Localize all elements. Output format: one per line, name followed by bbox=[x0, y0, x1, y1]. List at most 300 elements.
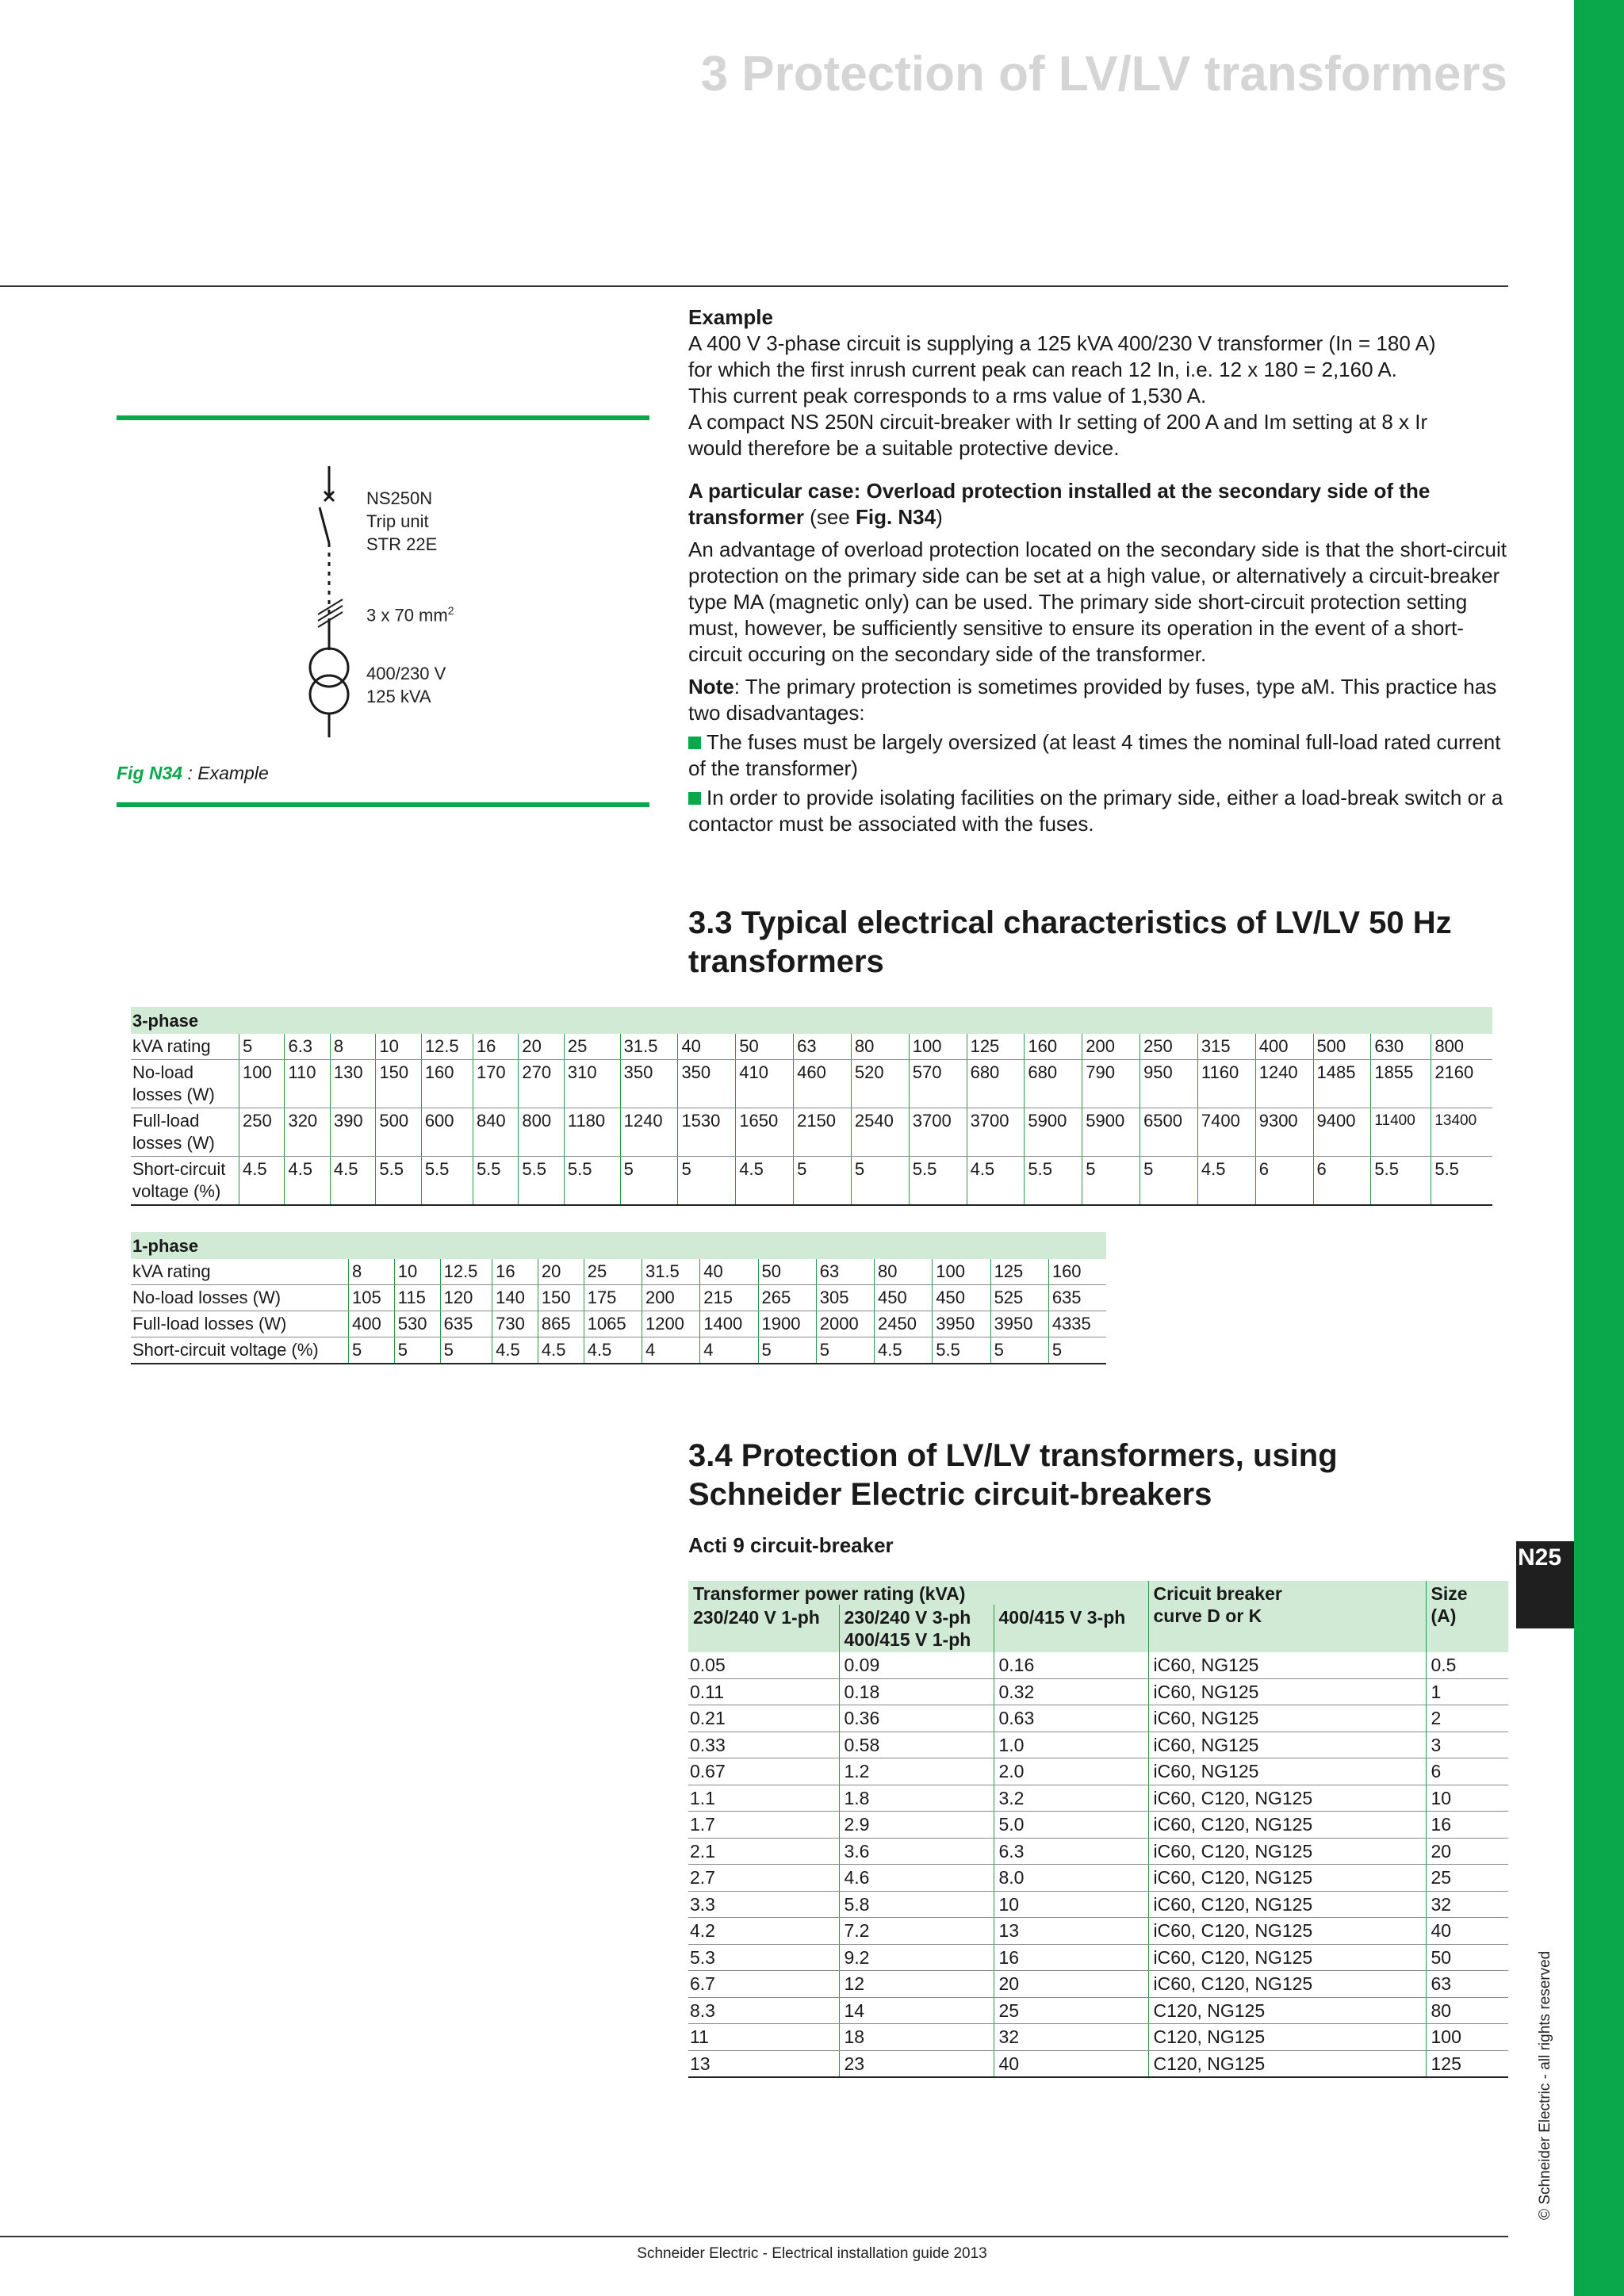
table-cell: 5 bbox=[1140, 1157, 1198, 1206]
table-cell: 16 bbox=[1426, 1812, 1508, 1839]
bullet-square-icon bbox=[688, 737, 701, 749]
table-cell: 32 bbox=[994, 2024, 1148, 2051]
figure-bottom-rule bbox=[117, 802, 649, 807]
table-cell: 7400 bbox=[1197, 1108, 1255, 1157]
example-line: This current peak corresponds to a rms value of 1,530 A. bbox=[688, 384, 1207, 408]
table-cell: 2000 bbox=[816, 1311, 874, 1337]
transformer-label-line: 125 kVA bbox=[366, 687, 431, 706]
table-cell: iC60, C120, NG125 bbox=[1148, 1891, 1426, 1918]
table-cell: 3950 bbox=[990, 1311, 1048, 1337]
header-line: curve D or K bbox=[1153, 1605, 1262, 1626]
footer-rule bbox=[0, 2236, 1508, 2237]
header-line: 230/240 V 3-ph bbox=[844, 1607, 971, 1628]
breaker-label-line: STR 22E bbox=[366, 534, 438, 554]
table-cell: C120, NG125 bbox=[1148, 1997, 1426, 2024]
footer-text: Schneider Electric - Electrical installation guide 2013 bbox=[637, 2245, 987, 2262]
table-row bbox=[688, 1785, 1508, 1812]
table-cell: 400 bbox=[1255, 1034, 1313, 1060]
table-cell: 11400 bbox=[1371, 1108, 1431, 1157]
table-cell: 3.3 bbox=[688, 1891, 839, 1918]
table-cell: 175 bbox=[584, 1285, 642, 1311]
table-cell: 0.32 bbox=[994, 1678, 1148, 1705]
table-group-header: 1-phase bbox=[131, 1232, 1106, 1259]
table-cell: 2 bbox=[1426, 1705, 1508, 1732]
table-cell: 6.3 bbox=[994, 1838, 1148, 1865]
table-cell: 310 bbox=[564, 1060, 620, 1108]
table-cell: 5.3 bbox=[688, 1944, 839, 1971]
example-line: A compact NS 250N circuit-breaker with Ir setting of 200 A and Im setting at 8 x Ir bbox=[688, 410, 1428, 434]
table-row bbox=[688, 1732, 1508, 1758]
table-cell: C120, NG125 bbox=[1148, 2024, 1426, 2051]
table-cell: 110 bbox=[285, 1060, 330, 1108]
section-title-line: transformers bbox=[688, 944, 884, 979]
table-cell: 4.5 bbox=[1197, 1157, 1255, 1206]
row-label: Full-load losses (W) bbox=[131, 1108, 239, 1157]
note-paragraph bbox=[688, 674, 1508, 726]
table-cell: 1485 bbox=[1313, 1060, 1371, 1108]
table-row bbox=[131, 1311, 1106, 1337]
table-cell: 125 bbox=[1426, 2050, 1508, 2077]
table-cell: 63 bbox=[794, 1034, 852, 1060]
table-cell: 500 bbox=[1313, 1034, 1371, 1060]
table-cell: 800 bbox=[519, 1108, 564, 1157]
table-cell: iC60, NG125 bbox=[1148, 1758, 1426, 1785]
row-label: Full-load losses (W) bbox=[131, 1311, 349, 1337]
table-cell: 5 bbox=[239, 1034, 285, 1060]
circuit-breaker-table bbox=[688, 1581, 1508, 2078]
three-phase-table bbox=[131, 1007, 1492, 1206]
table-cell: 160 bbox=[421, 1060, 473, 1108]
table-cell: 12 bbox=[839, 1971, 994, 1998]
table-cell: 12.5 bbox=[440, 1259, 492, 1285]
table-cell: 800 bbox=[1431, 1034, 1492, 1060]
table-cell: 150 bbox=[538, 1285, 584, 1311]
table-cell: 3.6 bbox=[839, 1838, 994, 1865]
table-cell: 10 bbox=[394, 1259, 440, 1285]
bullet-item bbox=[688, 729, 1508, 782]
table-cell: 10 bbox=[376, 1034, 421, 1060]
table-cell: 16 bbox=[492, 1259, 538, 1285]
example-line: would therefore be a suitable protective device. bbox=[688, 436, 1120, 460]
table-cell: C120, NG125 bbox=[1148, 2050, 1426, 2077]
table-cell: 13 bbox=[688, 2050, 839, 2077]
table-cell: 25 bbox=[1426, 1865, 1508, 1892]
table-cell: 8 bbox=[330, 1034, 375, 1060]
col-3ph-230-header bbox=[839, 1605, 994, 1652]
breaker-column-header bbox=[1148, 1581, 1426, 1652]
table-cell: 5.5 bbox=[933, 1337, 990, 1364]
col-1ph-230-header: 230/240 V 1-ph bbox=[688, 1605, 839, 1652]
row-label: kVA rating bbox=[131, 1034, 239, 1060]
table-cell: 8.3 bbox=[688, 1997, 839, 2024]
table-cell: 4.6 bbox=[839, 1865, 994, 1892]
table-cell: 5 bbox=[816, 1337, 874, 1364]
table-cell: 315 bbox=[1197, 1034, 1255, 1060]
table-cell: 5.5 bbox=[519, 1157, 564, 1206]
table-cell: 200 bbox=[1082, 1034, 1140, 1060]
table-cell: iC60, NG125 bbox=[1148, 1678, 1426, 1705]
particular-case-heading bbox=[688, 478, 1508, 530]
table-row bbox=[688, 1705, 1508, 1732]
table-cell: 5900 bbox=[1082, 1108, 1140, 1157]
header-line: Cricuit breaker bbox=[1153, 1583, 1282, 1604]
table-row bbox=[131, 1034, 1492, 1060]
table-header-row bbox=[688, 1581, 1508, 1605]
table-cell: 3.2 bbox=[994, 1785, 1148, 1812]
table-row bbox=[688, 1997, 1508, 2024]
figure-top-rule bbox=[117, 415, 649, 420]
table-cell: 790 bbox=[1082, 1060, 1140, 1108]
table-cell: 3950 bbox=[933, 1311, 990, 1337]
table-cell: 0.11 bbox=[688, 1678, 839, 1705]
table-cell: 13 bbox=[994, 1918, 1148, 1945]
table-cell: 31.5 bbox=[620, 1034, 678, 1060]
table-cell: 4335 bbox=[1048, 1311, 1106, 1337]
table-cell: 63 bbox=[1426, 1971, 1508, 1998]
table-cell: 8.0 bbox=[994, 1865, 1148, 1892]
table-cell: iC60, C120, NG125 bbox=[1148, 1971, 1426, 1998]
table-cell: 390 bbox=[330, 1108, 375, 1157]
table-cell: 1855 bbox=[1371, 1060, 1431, 1108]
table-cell: 200 bbox=[642, 1285, 699, 1311]
bullet-text: In order to provide isolating facilities on the primary side, either a load-break switch or a contactor must be associated with the fuses. bbox=[688, 786, 1503, 836]
table-cell: 250 bbox=[239, 1108, 285, 1157]
table-cell: 250 bbox=[1140, 1034, 1198, 1060]
table-cell: 270 bbox=[519, 1060, 564, 1108]
figure-id: Fig N34 bbox=[117, 763, 183, 783]
table-cell: 305 bbox=[816, 1285, 874, 1311]
table-cell: 9.2 bbox=[839, 1944, 994, 1971]
table-cell: 0.09 bbox=[839, 1652, 994, 1678]
table-cell: 6.7 bbox=[688, 1971, 839, 1998]
header-line: Size bbox=[1431, 1583, 1468, 1604]
table-cell: 5 bbox=[678, 1157, 736, 1206]
row-label: No-load losses (W) bbox=[131, 1285, 349, 1311]
table-cell: 100 bbox=[909, 1034, 967, 1060]
table-cell: 9400 bbox=[1313, 1108, 1371, 1157]
table-cell: 4.5 bbox=[584, 1337, 642, 1364]
table-cell: 80 bbox=[875, 1259, 933, 1285]
table-cell: iC60, C120, NG125 bbox=[1148, 1944, 1426, 1971]
table-cell: 10 bbox=[994, 1891, 1148, 1918]
table-cell: 570 bbox=[909, 1060, 967, 1108]
table-cell: 4.5 bbox=[967, 1157, 1025, 1206]
row-label: kVA rating bbox=[131, 1259, 349, 1285]
table-row bbox=[688, 1891, 1508, 1918]
table-cell: 1.0 bbox=[994, 1732, 1148, 1758]
table-row bbox=[688, 1812, 1508, 1839]
table-cell: 500 bbox=[376, 1108, 421, 1157]
table-cell: 1400 bbox=[700, 1311, 758, 1337]
bullet-text: The fuses must be largely oversized (at least 4 times the nominal full-load rated current of the transformer) bbox=[688, 730, 1501, 780]
side-color-bar bbox=[1574, 0, 1624, 2296]
table-cell: 1240 bbox=[620, 1108, 678, 1157]
table-cell: 2.9 bbox=[839, 1812, 994, 1839]
page-number-tab: N25 bbox=[1516, 1541, 1574, 1628]
table-cell: 6 bbox=[1255, 1157, 1313, 1206]
particular-case-paragraph: An advantage of overload protection located on the secondary side is that the short-circuit protection on the primary side can be set at a high value, or alternatively a circuit-breaker type MA (magnetic only) can be used. The primary side short-circuit protection setting must, however, be sufficiently sensitive to ensure its operation in the event of a short-circuit occuring on the secondary side of the transformer. bbox=[688, 538, 1507, 666]
table-cell: 320 bbox=[285, 1108, 330, 1157]
table-cell: 4 bbox=[700, 1337, 758, 1364]
table-cell: 4.5 bbox=[239, 1157, 285, 1206]
table-cell: 400 bbox=[349, 1311, 395, 1337]
table-cell: 0.33 bbox=[688, 1732, 839, 1758]
table-cell: 105 bbox=[349, 1285, 395, 1311]
example-heading: Example bbox=[688, 305, 773, 329]
row-label: Short-circuit voltage (%) bbox=[131, 1157, 239, 1206]
table-cell: 1065 bbox=[584, 1311, 642, 1337]
table-cell: iC60, C120, NG125 bbox=[1148, 1812, 1426, 1839]
table-cell: 63 bbox=[816, 1259, 874, 1285]
circuit-breaker-table-body bbox=[688, 1652, 1508, 2077]
table-cell: 0.21 bbox=[688, 1705, 839, 1732]
table-row bbox=[131, 1157, 1492, 1206]
cable-label-text: 3 x 70 mm bbox=[366, 605, 448, 626]
table-cell: 160 bbox=[1025, 1034, 1082, 1060]
copyright-notice: © Schneider Electric - all rights reserved bbox=[1537, 1950, 1553, 2220]
table-group-header-row bbox=[131, 1232, 1106, 1259]
table-group-header: 3-phase bbox=[131, 1007, 1492, 1034]
table-cell: 6500 bbox=[1140, 1108, 1198, 1157]
table-cell: 0.58 bbox=[839, 1732, 994, 1758]
table-row bbox=[688, 1678, 1508, 1705]
table-cell: 1900 bbox=[758, 1311, 816, 1337]
figure-reference: Fig. N34 bbox=[855, 505, 936, 529]
example-block bbox=[688, 304, 1508, 461]
table-cell: 2.7 bbox=[688, 1865, 839, 1892]
table-cell: 20 bbox=[519, 1034, 564, 1060]
table-group-header-row bbox=[131, 1007, 1492, 1034]
table-cell: 865 bbox=[538, 1311, 584, 1337]
table-cell: 16 bbox=[473, 1034, 518, 1060]
table-cell: 9300 bbox=[1255, 1108, 1313, 1157]
table-cell: 100 bbox=[1426, 2024, 1508, 2051]
table-cell: 130 bbox=[330, 1060, 375, 1108]
table-cell: 25 bbox=[564, 1034, 620, 1060]
table-cell: 5.5 bbox=[564, 1157, 620, 1206]
table-cell: 10 bbox=[1426, 1785, 1508, 1812]
table-cell: 80 bbox=[851, 1034, 909, 1060]
table-cell: 0.36 bbox=[839, 1705, 994, 1732]
table-cell: 1.2 bbox=[839, 1758, 994, 1785]
table-cell: 5 bbox=[1048, 1337, 1106, 1364]
particular-case-heading-close: ) bbox=[936, 505, 943, 529]
table-row bbox=[688, 1971, 1508, 1998]
note-label: Note bbox=[688, 675, 734, 698]
col-3ph-400-header: 400/415 V 3-ph bbox=[994, 1605, 1148, 1652]
cable-label bbox=[366, 599, 454, 626]
table-cell: 5 bbox=[620, 1157, 678, 1206]
table-cell: 6 bbox=[1426, 1758, 1508, 1785]
three-phase-table-body bbox=[131, 1007, 1492, 1205]
table-row bbox=[688, 1944, 1508, 1971]
table-cell: 840 bbox=[473, 1108, 518, 1157]
table-cell: 680 bbox=[967, 1060, 1025, 1108]
table-cell: 5 bbox=[440, 1337, 492, 1364]
table-cell: 350 bbox=[678, 1060, 736, 1108]
single-line-diagram bbox=[285, 460, 373, 745]
breaker-label bbox=[366, 487, 437, 556]
table-cell: 6 bbox=[1313, 1157, 1371, 1206]
table-cell: 2540 bbox=[851, 1108, 909, 1157]
table-row bbox=[131, 1060, 1492, 1108]
table-cell: 8 bbox=[349, 1259, 395, 1285]
table-cell: 6.3 bbox=[285, 1034, 330, 1060]
table-cell: 5 bbox=[758, 1337, 816, 1364]
table-cell: 5 bbox=[349, 1337, 395, 1364]
figure-caption-text: : Example bbox=[182, 763, 269, 783]
one-phase-table-body bbox=[131, 1232, 1106, 1364]
table-cell: 11 bbox=[688, 2024, 839, 2051]
transformer-secondary-winding bbox=[310, 675, 348, 714]
table-cell: 140 bbox=[492, 1285, 538, 1311]
table-cell: 120 bbox=[440, 1285, 492, 1311]
table-cell: 0.63 bbox=[994, 1705, 1148, 1732]
table-cell: 115 bbox=[394, 1285, 440, 1311]
table-row bbox=[688, 1865, 1508, 1892]
table-cell: 170 bbox=[473, 1060, 518, 1108]
table-cell: 1 bbox=[1426, 1678, 1508, 1705]
section-title-line: 3.3 Typical electrical characteristics of LV/LV 50 Hz bbox=[688, 905, 1452, 940]
table-cell: 1650 bbox=[736, 1108, 794, 1157]
table-cell: 0.05 bbox=[688, 1652, 839, 1678]
table-cell: 2160 bbox=[1431, 1060, 1492, 1108]
table-cell: 80 bbox=[1426, 1997, 1508, 2024]
transformer-label-line: 400/230 V bbox=[366, 664, 446, 683]
table-cell: 4.5 bbox=[736, 1157, 794, 1206]
header-rule bbox=[0, 285, 1508, 287]
table-cell: 1160 bbox=[1197, 1060, 1255, 1108]
table-cell: 5.5 bbox=[1025, 1157, 1082, 1206]
table-cell: 1200 bbox=[642, 1311, 699, 1337]
table-cell: 25 bbox=[994, 1997, 1148, 2024]
table-cell: 16 bbox=[994, 1944, 1148, 1971]
table-cell: 20 bbox=[1426, 1838, 1508, 1865]
power-rating-group-header: Transformer power rating (kVA) bbox=[688, 1581, 1148, 1605]
table-cell: 4.2 bbox=[688, 1918, 839, 1945]
table-cell: 5900 bbox=[1025, 1108, 1082, 1157]
table-cell: 20 bbox=[994, 1971, 1148, 1998]
table-cell: iC60, NG125 bbox=[1148, 1732, 1426, 1758]
table-cell: 4.5 bbox=[875, 1337, 933, 1364]
table-cell: 460 bbox=[794, 1060, 852, 1108]
table-cell: 5.5 bbox=[1431, 1157, 1492, 1206]
table-cell: 2150 bbox=[794, 1108, 852, 1157]
table-cell: 4.5 bbox=[330, 1157, 375, 1206]
table-cell: 4.5 bbox=[492, 1337, 538, 1364]
table-cell: 525 bbox=[990, 1285, 1048, 1311]
header-line: 400/415 V 1-ph bbox=[844, 1629, 971, 1650]
breaker-contact bbox=[320, 507, 329, 543]
table-cell: 5 bbox=[1082, 1157, 1140, 1206]
table-cell: 3700 bbox=[967, 1108, 1025, 1157]
table-cell: 410 bbox=[736, 1060, 794, 1108]
table-cell: 1.8 bbox=[839, 1785, 994, 1812]
section-title-line: Schneider Electric circuit-breakers bbox=[688, 1477, 1212, 1512]
table-cell: 635 bbox=[1048, 1285, 1106, 1311]
header-line: (A) bbox=[1431, 1605, 1457, 1626]
table-cell: 31.5 bbox=[642, 1259, 699, 1285]
row-label: Short-circuit voltage (%) bbox=[131, 1337, 349, 1364]
table-cell: 3700 bbox=[909, 1108, 967, 1157]
breaker-label-line: Trip unit bbox=[366, 511, 429, 531]
table-cell: 5 bbox=[394, 1337, 440, 1364]
table-cell: 630 bbox=[1371, 1034, 1431, 1060]
table-cell: 730 bbox=[492, 1311, 538, 1337]
table-cell: 265 bbox=[758, 1285, 816, 1311]
one-phase-table bbox=[131, 1232, 1106, 1364]
table-row bbox=[131, 1259, 1106, 1285]
table-cell: 40 bbox=[994, 2050, 1148, 2077]
table-cell: iC60, C120, NG125 bbox=[1148, 1918, 1426, 1945]
table-row bbox=[688, 2050, 1508, 2077]
table-cell: 5 bbox=[794, 1157, 852, 1206]
table-row bbox=[688, 2024, 1508, 2051]
table-cell: 50 bbox=[736, 1034, 794, 1060]
table-cell: 5.0 bbox=[994, 1812, 1148, 1839]
table-row bbox=[688, 1838, 1508, 1865]
table-cell: 635 bbox=[440, 1311, 492, 1337]
table-cell: 530 bbox=[394, 1311, 440, 1337]
table-cell: 12.5 bbox=[421, 1034, 473, 1060]
table-cell: 5.5 bbox=[473, 1157, 518, 1206]
table-cell: 215 bbox=[700, 1285, 758, 1311]
table-cell: 0.16 bbox=[994, 1652, 1148, 1678]
table-cell: 18 bbox=[839, 2024, 994, 2051]
table-cell: 5.5 bbox=[421, 1157, 473, 1206]
table-cell: 1.7 bbox=[688, 1812, 839, 1839]
table-cell: 4.5 bbox=[285, 1157, 330, 1206]
table-cell: 32 bbox=[1426, 1891, 1508, 1918]
table-cell: 20 bbox=[538, 1259, 584, 1285]
table-cell: 2.0 bbox=[994, 1758, 1148, 1785]
table-cell: 5.5 bbox=[376, 1157, 421, 1206]
table-cell: 7.2 bbox=[839, 1918, 994, 1945]
table-row bbox=[688, 1652, 1508, 1678]
table-cell: 5.5 bbox=[909, 1157, 967, 1206]
table-cell: 450 bbox=[933, 1285, 990, 1311]
table-cell: 23 bbox=[839, 2050, 994, 2077]
table-row bbox=[131, 1337, 1106, 1364]
table-cell: 5.5 bbox=[1371, 1157, 1431, 1206]
table-cell: 50 bbox=[758, 1259, 816, 1285]
table-row bbox=[688, 1918, 1508, 1945]
section-title-line: 3.4 Protection of LV/LV transformers, using bbox=[688, 1438, 1338, 1473]
section-3-4-title bbox=[688, 1437, 1508, 1514]
table-cell: 100 bbox=[933, 1259, 990, 1285]
table-cell: 350 bbox=[620, 1060, 678, 1108]
table-row bbox=[688, 1758, 1508, 1785]
table-cell: 1240 bbox=[1255, 1060, 1313, 1108]
table-cell: 125 bbox=[990, 1259, 1048, 1285]
table-cell: 14 bbox=[839, 1997, 994, 2024]
table-cell: 600 bbox=[421, 1108, 473, 1157]
table-cell: 950 bbox=[1140, 1060, 1198, 1108]
cable-label-sup: 2 bbox=[447, 604, 454, 617]
table-cell: iC60, C120, NG125 bbox=[1148, 1838, 1426, 1865]
table-cell: 0.67 bbox=[688, 1758, 839, 1785]
note-text: : The primary protection is sometimes provided by fuses, type aM. This practice has two disadvantages: bbox=[688, 675, 1497, 725]
table-cell: 150 bbox=[376, 1060, 421, 1108]
example-line: for which the first inrush current peak can reach 12 In, i.e. 12 x 180 = 2,160 A. bbox=[688, 358, 1397, 381]
table-cell: 40 bbox=[700, 1259, 758, 1285]
particular-case-heading-text: A particular case: Overload protection installed at the secondary side of the transformer bbox=[688, 479, 1431, 529]
table-cell: 1530 bbox=[678, 1108, 736, 1157]
table-cell: 40 bbox=[678, 1034, 736, 1060]
table-cell: iC60, NG125 bbox=[1148, 1652, 1426, 1678]
table-row bbox=[131, 1285, 1106, 1311]
table-cell: 1.1 bbox=[688, 1785, 839, 1812]
